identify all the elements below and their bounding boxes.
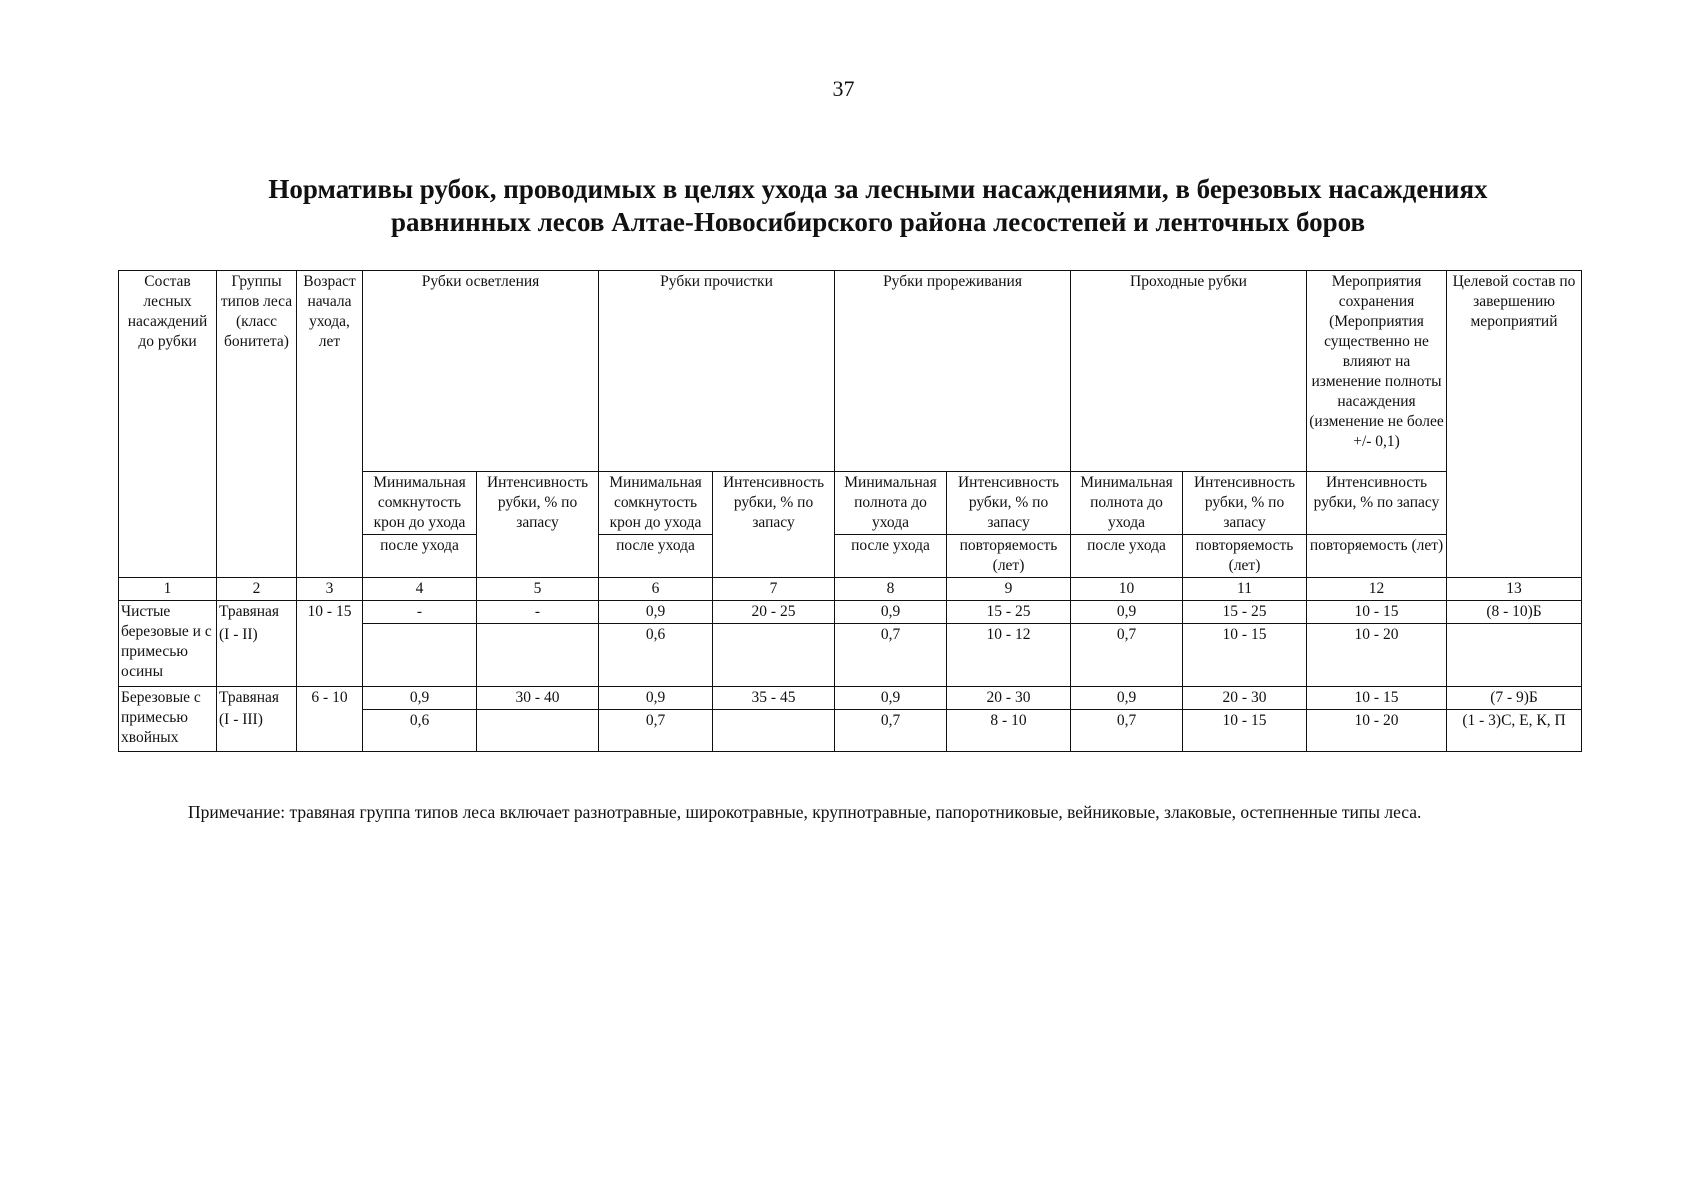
header-cleaning: Рубки прочистки [599,271,835,472]
title-line-1: Нормативы рубок, проводимых в целях ухода за лесными насаждениями, в березовых насаждениях [268,174,1488,204]
table-cell: 0,9 [1071,686,1183,709]
table-cell: 0,7 [835,624,947,687]
header-repeat-4: повторяемость (лет) [1183,535,1307,578]
row-age: 10 - 15 [297,601,363,687]
col-number: 1 [119,578,217,601]
table-cell: 0,9 [1071,601,1183,624]
header-intensity-4: Интенсивность рубки, % по запасу [1183,472,1307,535]
table-cell [477,709,599,752]
table-cell: 10 - 15 [1183,624,1307,687]
table-cell: (8 - 10)Б [1447,601,1582,624]
table-cell [713,709,835,752]
header-repeat-3: повторяемость (лет) [947,535,1071,578]
col-number: 10 [1071,578,1183,601]
header-min-density-3: Минимальная полнота до ухода [835,472,947,535]
table-cell: 0,7 [835,709,947,752]
page-title [0,173,1687,239]
table-cell: 10 - 20 [1307,624,1447,687]
norms-table [118,270,1582,752]
table-cell: 0,9 [599,686,713,709]
col-number: 3 [297,578,363,601]
header-min-density-4: Минимальная полнота до ухода [1071,472,1183,535]
col-number: 5 [477,578,599,601]
col-number: 2 [217,578,297,601]
table-cell: 30 - 40 [477,686,599,709]
table-cell: 0,9 [599,601,713,624]
header-thinning: Рубки прореживания [835,271,1071,472]
title-line-2: равнинных лесов Алтае-Новосибирского района лесостепей и ленточных боров [390,207,1366,237]
header-row-groups [119,271,1582,472]
table-cell: 0,9 [835,601,947,624]
row-group-name: Травяная [217,601,297,624]
row-composition: Березовые с примесью хвойных [119,686,217,752]
header-age-start: Возраст начала ухода, лет [297,271,363,578]
header-target: Целевой состав по завершению мероприятий [1447,271,1582,578]
table-cell: 8 - 10 [947,709,1071,752]
table-cell: 20 - 30 [947,686,1071,709]
header-preservation: Мероприятия сохранения (Мероприятия существенно не влияют на изменение полноты насаждения (изменение не более +/- 0,1) [1307,271,1447,472]
header-clarification: Рубки осветления [363,271,599,472]
col-number: 13 [1447,578,1582,601]
table-cell: (7 - 9)Б [1447,686,1582,709]
row-age: 6 - 10 [297,686,363,752]
col-number: 9 [947,578,1071,601]
table-cell: 10 - 12 [947,624,1071,687]
header-intensity-2: Интенсивность рубки, % по запасу [713,472,835,578]
header-after-care-1: после ухода [363,535,477,578]
page-number: 37 [832,76,855,101]
header-min-crown-1: Минимальная сомкнутость крон до ухода [363,472,477,535]
header-composition: Состав лесных насаждений до рубки [119,271,217,578]
header-intensity-5: Интенсивность рубки, % по запасу [1307,472,1447,535]
col-number: 8 [835,578,947,601]
header-after-care-2: после ухода [599,535,713,578]
column-numbers-row [119,578,1582,601]
row-group-class: (I - III) [217,709,297,752]
table-cell: 15 - 25 [1183,601,1307,624]
table-cell [1447,624,1582,687]
table-cell: 10 - 15 [1307,601,1447,624]
table-cell: 0,7 [1071,709,1183,752]
table-cell: 10 - 20 [1307,709,1447,752]
col-number: 7 [713,578,835,601]
header-after-care-4: после ухода [1071,535,1183,578]
col-number: 11 [1183,578,1307,601]
header-repeat-5: повторяемость (лет) [1307,535,1447,578]
header-intensity-3: Интенсивность рубки, % по запасу [947,472,1071,535]
table-cell [477,624,599,687]
table-cell: 15 - 25 [947,601,1071,624]
row-composition: Чистые березовые и с примесью осины [119,601,217,687]
table-cell: 10 - 15 [1183,709,1307,752]
table-cell: 20 - 25 [713,601,835,624]
table-cell [363,624,477,687]
col-number: 12 [1307,578,1447,601]
table-cell: 10 - 15 [1307,686,1447,709]
col-number: 4 [363,578,477,601]
table-cell: - [363,601,477,624]
table-cell: 0,9 [363,686,477,709]
table-cell: 35 - 45 [713,686,835,709]
table-cell: 0,7 [1071,624,1183,687]
table-row [119,686,1582,709]
table-row [119,601,1582,624]
table-cell: 0,6 [599,624,713,687]
header-after-care-3: после ухода [835,535,947,578]
table-cell: - [477,601,599,624]
table-cell: 0,7 [599,709,713,752]
table-note: Примечание: травяная группа типов леса включает разнотравные, широкотравные, крупнотравные, папоротниковые, вейниковые, злаковые, остепненные типы леса. [188,802,1422,822]
table-cell: (1 - 3)С, Е, К, П [1447,709,1582,752]
header-passage: Проходные рубки [1071,271,1307,472]
table-cell: 0,6 [363,709,477,752]
header-forest-groups: Группы типов леса (класс бонитета) [217,271,297,578]
header-intensity-1: Интенсивность рубки, % по запасу [477,472,599,578]
table-cell: 0,9 [835,686,947,709]
row-group-name: Травяная [217,686,297,709]
table-cell: 20 - 30 [1183,686,1307,709]
table-cell [713,624,835,687]
col-number: 6 [599,578,713,601]
header-min-crown-2: Минимальная сомкнутость крон до ухода [599,472,713,535]
row-group-class: (I - II) [217,624,297,687]
